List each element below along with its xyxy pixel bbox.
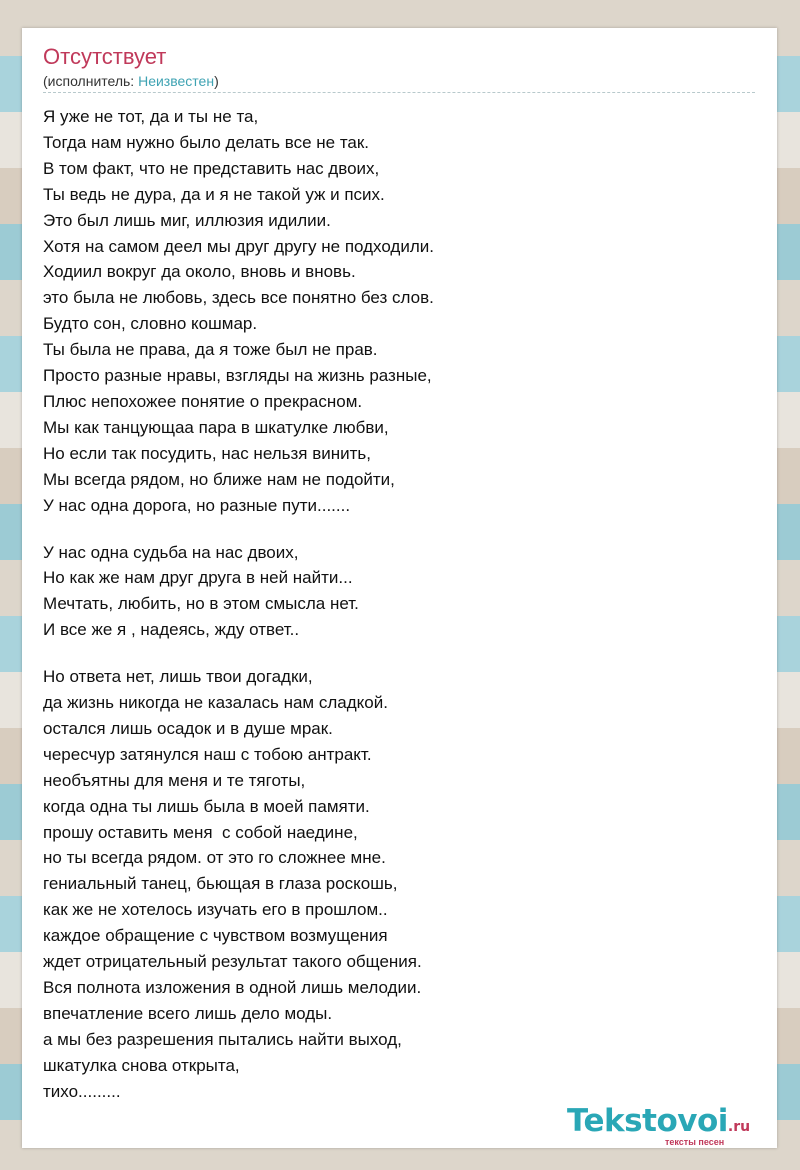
artist-line bbox=[43, 73, 219, 89]
lyric-line: каждое обращение с чувством возмущения bbox=[43, 926, 388, 946]
lyric-line: остался лишь осадок и в душе мрак. bbox=[43, 718, 333, 738]
lyric-line: это была не любовь, здесь все понятно без слов. bbox=[43, 288, 434, 308]
lyric-line: тихо......... bbox=[43, 1081, 121, 1101]
lyric-line: Тогда нам нужно было делать все не так. bbox=[43, 132, 370, 152]
artist-link[interactable]: Неизвестен bbox=[138, 73, 215, 89]
lyric-line: когда одна ты лишь была в моей памяти. bbox=[43, 796, 370, 816]
lyric-line: но ты всегда рядом. от это го сложнее мне. bbox=[43, 848, 386, 868]
lyric-line: В том факт, что не представить нас двоих, bbox=[43, 158, 380, 178]
song-title: Отсутствует bbox=[43, 44, 167, 69]
lyric-line: Хотя на самом деел мы друг другу не подходили. bbox=[43, 236, 434, 256]
logo-tagline: тексты песен bbox=[665, 1137, 725, 1147]
lyric-line: необъятны для меня и те тяготы, bbox=[43, 770, 306, 790]
lyric-line: Но как же нам друг друга в ней найти... bbox=[43, 568, 353, 588]
lyric-line: Мы всегда рядом, но ближе нам не подойти, bbox=[43, 469, 395, 489]
lyric-line: Вся полнота изложения в одной лишь мелодии. bbox=[43, 978, 422, 997]
lyric-line: Ты была не права, да я тоже был не прав. bbox=[43, 340, 378, 360]
lyric-line: шкатулка снова открыта, bbox=[43, 1055, 240, 1075]
verse bbox=[43, 540, 763, 644]
verse bbox=[43, 664, 763, 1104]
lyric-line: прошу оставить меня с собой наедине, bbox=[43, 822, 358, 842]
artist-prefix: (исполнитель: bbox=[43, 73, 139, 89]
lyric-line: как же не хотелось изучать его в прошлом.. bbox=[43, 900, 388, 920]
lyric-line: Но если так посудить, нас нельзя винить, bbox=[43, 443, 371, 463]
lyric-line: да жизнь никогда не казалась нам сладкой. bbox=[43, 693, 388, 713]
verse bbox=[43, 104, 763, 519]
lyric-line: Я уже не тот, да и ты не та, bbox=[43, 107, 259, 126]
lyric-line: Но ответа нет, лишь твои догадки, bbox=[43, 667, 313, 687]
lyrics-text bbox=[43, 104, 763, 1126]
lyric-line: гениальный танец, бьющая в глаза роскошь, bbox=[43, 874, 398, 894]
lyrics-card bbox=[22, 28, 777, 1148]
lyric-line: Плюс непохожее понятие о прекрасном. bbox=[43, 391, 363, 411]
logo-name: Tekstovoi bbox=[567, 1103, 728, 1139]
lyric-line: ждет отрицательный результат такого общения. bbox=[43, 952, 422, 972]
lyric-line: И все же я , надеясь, жду ответ.. bbox=[43, 620, 300, 640]
lyric-line: Ты ведь не дура, да и я не такой уж и псих. bbox=[43, 184, 385, 204]
lyric-line: Это был лишь миг, иллюзия идилии. bbox=[43, 210, 331, 230]
lyric-line: чересчур затянулся наш с тобою антракт. bbox=[43, 744, 372, 764]
lyric-line: Будто сон, словно кошмар. bbox=[43, 314, 258, 334]
lyric-line: У нас одна судьба на нас двоих, bbox=[43, 542, 299, 562]
logo-tld: .ru bbox=[727, 1119, 751, 1135]
header-divider bbox=[43, 92, 755, 93]
tekstovoi-logo[interactable] bbox=[567, 1103, 777, 1147]
lyric-line: Просто разные нравы, взгляды на жизнь разные, bbox=[43, 366, 432, 386]
lyric-line: Мечтать, любить, но в этом смысла нет. bbox=[43, 594, 359, 614]
lyric-line: Ходиил вокруг да около, вновь и вновь. bbox=[43, 262, 356, 282]
lyric-line: а мы без разрешения пытались найти выход, bbox=[43, 1029, 402, 1049]
lyric-line: У нас одна дорога, но разные пути....... bbox=[43, 495, 351, 515]
lyric-line: Мы как танцующаа пара в шкатулке любви, bbox=[43, 417, 389, 437]
artist-suffix: ) bbox=[214, 73, 219, 89]
lyric-line: впечатление всего лишь дело моды. bbox=[43, 1003, 333, 1023]
